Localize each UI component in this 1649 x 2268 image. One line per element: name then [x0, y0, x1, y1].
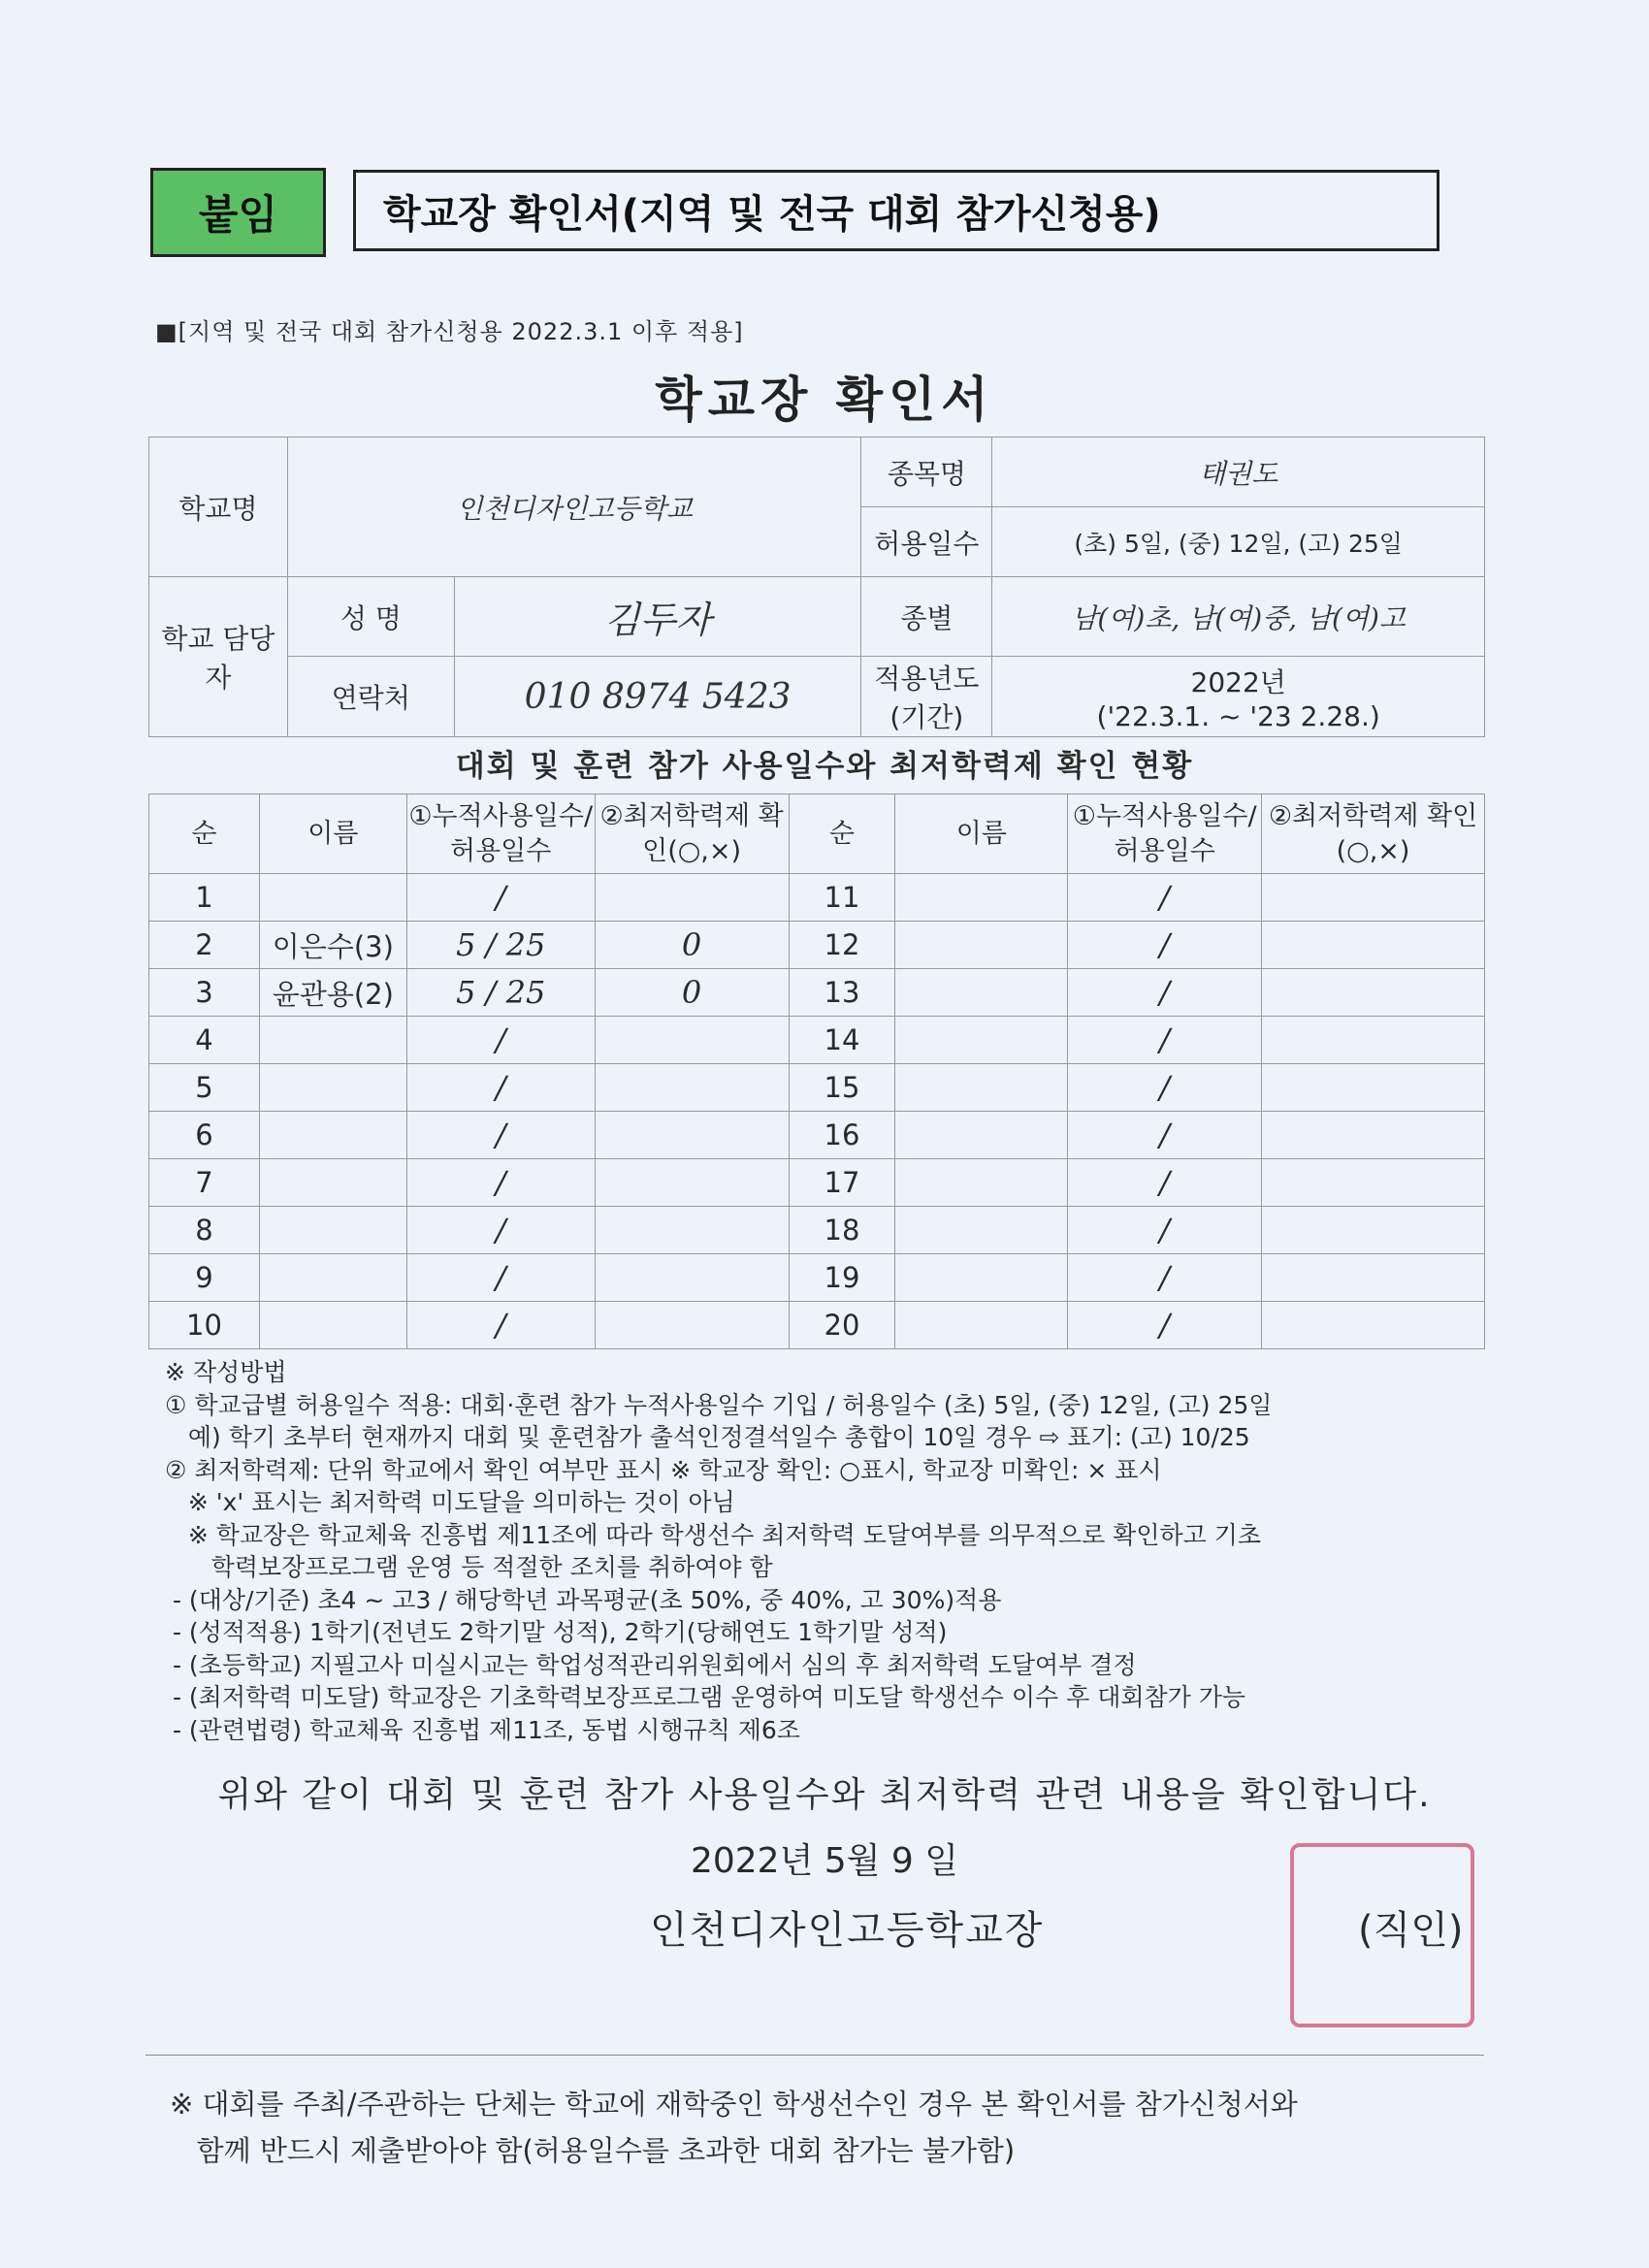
row-name-right [895, 874, 1068, 922]
row-academic-right [1262, 1017, 1485, 1064]
col-no-left: 순 [149, 794, 260, 874]
allowed-days-label: 허용일수 [861, 507, 992, 577]
row-name-left [259, 1017, 406, 1064]
principal-name: 인천디자인고등학교장 [650, 1908, 1045, 1953]
col-no-right: 순 [789, 794, 895, 874]
row-academic-left [595, 874, 789, 922]
row-academic-left [595, 1017, 789, 1064]
note-line: 학력보장프로그램 운영 등 적절한 조치를 취하여야 함 [165, 1553, 773, 1581]
row-name-left: 이은수(3) [259, 922, 406, 969]
row-days-right: / [1068, 1064, 1262, 1112]
school-label: 학교명 [149, 437, 288, 577]
row-no-left: 2 [149, 922, 260, 969]
row-days-right: / [1068, 1159, 1262, 1207]
row-no-left: 8 [149, 1207, 260, 1254]
col-name-left: 이름 [259, 794, 406, 874]
row-academic-right [1262, 1254, 1485, 1302]
row-days-right: / [1068, 1302, 1262, 1349]
row-no-right: 16 [789, 1112, 895, 1159]
row-no-left: 1 [149, 874, 260, 922]
note-line: ① 학교급별 허용일수 적용: 대회·훈련 참가 누적사용일수 기입 / 허용일수 (초) 5일, (중) 12일, (고) 25일 [165, 1390, 1273, 1419]
row-academic-left: 0 [595, 969, 789, 1017]
info-table [148, 437, 1485, 737]
confirmation-statement: 위와 같이 대회 및 훈련 참가 사용일수와 최저학력 관련 내용을 확인합니다. [217, 1775, 1432, 1815]
row-name-right [895, 922, 1068, 969]
row-days-left: / [406, 1302, 595, 1349]
note-line: ※ 학교장은 학교체육 진흥법 제11조에 따라 학생선수 최저학력 도달여부를 의무적으로 확인하고 기초 [165, 1520, 1262, 1549]
row-name-right [895, 969, 1068, 1017]
row-days-right: / [1068, 1207, 1262, 1254]
row-academic-left [595, 1159, 789, 1207]
contact-label: 연락처 [287, 657, 454, 737]
row-no-right: 14 [789, 1017, 895, 1064]
year-value: 2022년 [1190, 665, 1286, 698]
row-name-right [895, 1159, 1068, 1207]
row-no-right: 12 [789, 922, 895, 969]
row-no-left: 7 [149, 1159, 260, 1207]
row-no-left: 4 [149, 1017, 260, 1064]
row-academic-right [1262, 1159, 1485, 1207]
row-name-left [259, 1064, 406, 1112]
table-row [149, 1302, 1485, 1349]
row-academic-right [1262, 874, 1485, 922]
division-value: 남(여)초, 남(여)중, 남(여)고 [992, 577, 1485, 657]
col-days-left: ①누적사용일수/허용일수 [406, 794, 595, 874]
row-name-right [895, 1207, 1068, 1254]
table-row [149, 1064, 1485, 1112]
row-name-left [259, 1302, 406, 1349]
col-name-right: 이름 [895, 794, 1068, 874]
row-name-left [259, 1112, 406, 1159]
sport-label: 종목명 [861, 437, 992, 507]
col-academic-left: ②최저학력제 확인(○,×) [595, 794, 789, 874]
note-line: - (대상/기준) 초4 ~ 고3 / 해당학년 과목평균(초 50%, 중 40%, 고 30%)적용 [165, 1585, 1002, 1614]
table-row [149, 874, 1485, 922]
row-days-left: / [406, 874, 595, 922]
row-days-left: / [406, 1254, 595, 1302]
row-no-right: 11 [789, 874, 895, 922]
row-no-left: 3 [149, 969, 260, 1017]
year-label: 적용년도 (기간) [861, 657, 992, 737]
sport-value: 태권도 [992, 437, 1485, 507]
row-no-right: 18 [789, 1207, 895, 1254]
row-academic-left [595, 1302, 789, 1349]
year-cell [992, 657, 1485, 737]
row-name-right [895, 1254, 1068, 1302]
row-name-left [259, 874, 406, 922]
row-name-right [895, 1112, 1068, 1159]
row-days-left: 5 / 25 [406, 922, 595, 969]
usage-table [148, 794, 1485, 1349]
row-no-left: 5 [149, 1064, 260, 1112]
row-academic-right [1262, 1302, 1485, 1349]
date: 2022년 5월 9 일 [690, 1841, 959, 1881]
row-name-right [895, 1302, 1068, 1349]
footer-line: ※ 대회를 주최/주관하는 단체는 학교에 재학중인 학생선수인 경우 본 확인서를 참가신청서와 [170, 2088, 1298, 2121]
row-name-left [259, 1207, 406, 1254]
row-no-left: 6 [149, 1112, 260, 1159]
footer-note [170, 2081, 1479, 2174]
row-no-left: 10 [149, 1302, 260, 1349]
note-line: - (최저학력 미도달) 학교장은 기초학력보장프로그램 운영하여 미도달 학생선수 이수 후 대회참가 가능 [165, 1683, 1246, 1711]
name-value: 김두자 [454, 577, 861, 657]
row-academic-left [595, 1254, 789, 1302]
row-academic-left [595, 1112, 789, 1159]
row-no-right: 15 [789, 1064, 895, 1112]
note-line: ② 최저학력제: 단위 학교에서 확인 여부만 표시 ※ 학교장 확인: ○표시, 학교장 미확인: × 표시 [165, 1455, 1162, 1484]
note-line: - (초등학교) 지필고사 미실시교는 학업성적관리위원회에서 심의 후 최저학력 도달여부 결정 [165, 1650, 1137, 1679]
divider [146, 2055, 1484, 2056]
row-days-left: / [406, 1112, 595, 1159]
row-days-left: / [406, 1159, 595, 1207]
row-academic-right [1262, 1112, 1485, 1159]
allowed-days-value: (초) 5일, (중) 12일, (고) 25일 [992, 507, 1485, 577]
main-title: 학교장 확인서 [655, 372, 994, 428]
name-label: 성 명 [287, 577, 454, 657]
col-academic-right: ②최저학력제 확인(○,×) [1262, 794, 1485, 874]
table-row [149, 1159, 1485, 1207]
table-row [149, 1207, 1485, 1254]
row-days-right: / [1068, 1112, 1262, 1159]
footer-line: 함께 반드시 제출받아야 함(허용일수를 초과한 대회 참가는 불가함) [170, 2134, 1016, 2167]
row-academic-left [595, 1064, 789, 1112]
note-line: ※ 'x' 표시는 최저학력 미도달을 의미하는 것이 아님 [165, 1488, 735, 1516]
table-row [149, 922, 1485, 969]
row-days-right: / [1068, 1017, 1262, 1064]
row-academic-right [1262, 1064, 1485, 1112]
row-days-right: / [1068, 874, 1262, 922]
row-academic-left [595, 1207, 789, 1254]
row-no-right: 13 [789, 969, 895, 1017]
row-name-left [259, 1159, 406, 1207]
row-academic-right [1262, 1207, 1485, 1254]
note-line: ※ 작성방법 [165, 1358, 287, 1386]
row-no-right: 17 [789, 1159, 895, 1207]
manager-label: 학교 담당자 [149, 577, 288, 737]
row-name-right [895, 1064, 1068, 1112]
contact-value: 010 8974 5423 [454, 657, 861, 737]
table-row [149, 1254, 1485, 1302]
document-title: 학교장 확인서(지역 및 전국 대회 참가신청용) [353, 170, 1439, 251]
row-days-left: / [406, 1017, 595, 1064]
row-academic-right [1262, 922, 1485, 969]
col-days-right: ①누적사용일수/허용일수 [1068, 794, 1262, 874]
row-name-left [259, 1254, 406, 1302]
table-row [149, 1017, 1485, 1064]
section-title: 대회 및 훈련 참가 사용일수와 최저학력제 확인 현황 [455, 749, 1194, 784]
row-days-right: / [1068, 969, 1262, 1017]
writing-notes [165, 1356, 1504, 1746]
period-value: ('22.3.1. ~ '23 2.28.) [1096, 699, 1380, 732]
row-name-right [895, 1017, 1068, 1064]
table-row [149, 969, 1485, 1017]
applies-note: ■[지역 및 전국 대회 참가신청용 2022.3.1 이후 적용] [155, 318, 744, 345]
row-days-right: / [1068, 922, 1262, 969]
row-days-left: / [406, 1207, 595, 1254]
row-name-left: 윤관용(2) [259, 969, 406, 1017]
attachment-label: 붙임 [150, 168, 326, 257]
row-academic-left: 0 [595, 922, 789, 969]
row-academic-right [1262, 969, 1485, 1017]
row-no-right: 19 [789, 1254, 895, 1302]
row-days-right: / [1068, 1254, 1262, 1302]
note-line: 예) 학기 초부터 현재까지 대회 및 훈련참가 출석인정결석일수 총합이 10일 경우 ⇨ 표기: (고) 10/25 [165, 1423, 1250, 1451]
division-label: 종별 [861, 577, 992, 657]
school-value: 인천디자인고등학교 [287, 437, 861, 577]
note-line: - (관련법령) 학교체육 진흥법 제11조, 동법 시행규칙 제6조 [165, 1715, 800, 1744]
row-no-left: 9 [149, 1254, 260, 1302]
row-days-left: / [406, 1064, 595, 1112]
row-days-left: 5 / 25 [406, 969, 595, 1017]
note-line: - (성적적용) 1학기(전년도 2학기말 성적), 2학기(당해연도 1학기말 성적) [165, 1618, 948, 1646]
table-row [149, 1112, 1485, 1159]
seal-label: (직인) [1358, 1908, 1464, 1953]
row-no-right: 20 [789, 1302, 895, 1349]
